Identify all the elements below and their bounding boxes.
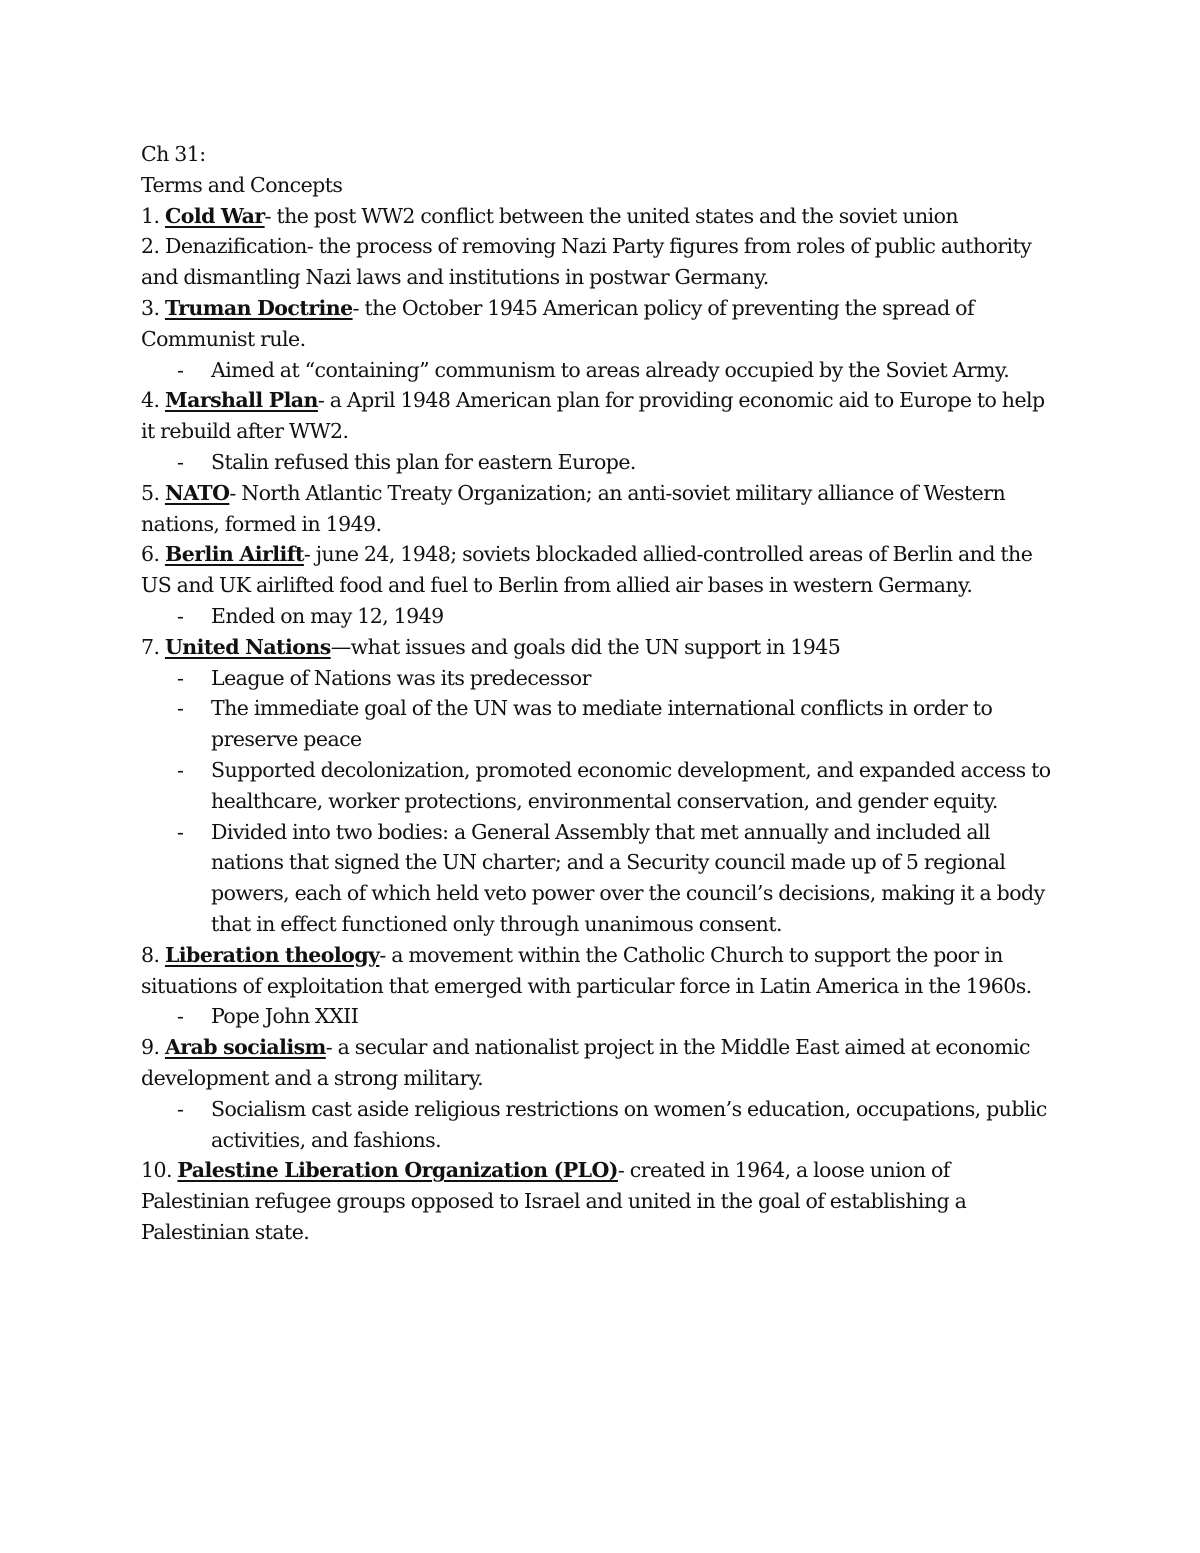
dash-bullet-marker: - <box>177 696 184 721</box>
sub-bullet-text: Ended on may 12, 1949 <box>211 603 444 628</box>
sub-bullet-text: Supported decolonization, promoted economic development, and expanded access to healthcare, worker protections, environmental conservation, and gender equity. <box>211 757 1051 813</box>
term-entry <box>141 478 1061 540</box>
section-heading: Terms and Concepts <box>141 172 343 197</box>
sub-bullet-text: Socialism cast aside religious restrictions on women’s education, occupations, public activities, and fashions. <box>211 1096 1047 1152</box>
term-number: 7. <box>141 634 160 659</box>
sub-bullet <box>141 1001 1061 1032</box>
term-definition: - a movement within the Catholic Church to support the poor in situations of exploitation that emerged with particular force in Latin America in the 1960s. <box>141 942 1032 998</box>
sub-bullet <box>141 355 1061 386</box>
dash-bullet-marker: - <box>177 603 184 628</box>
term-name: Palestine Liberation Organization (PLO) <box>177 1158 618 1183</box>
term-paragraph <box>141 940 1061 1002</box>
term-paragraph <box>141 385 1061 447</box>
term-definition: - created in 1964, a loose union of Palestinian refugee groups opposed to Israel and united in the goal of establishing a Palestinian state. <box>141 1158 967 1244</box>
sub-bullet-text: The immediate goal of the UN was to mediate international conflicts in order to preserve peace <box>211 696 993 752</box>
term-name: United Nations <box>164 634 331 659</box>
term-definition: - North Atlantic Treaty Organization; an anti-soviet military alliance of Western nations, formed in 1949. <box>141 480 1006 536</box>
term-number: 4. <box>141 388 160 413</box>
term-number: 5. <box>141 480 160 505</box>
term-entry <box>141 539 1061 631</box>
sub-bullet <box>141 755 1061 817</box>
dash-bullet-marker: - <box>177 819 184 844</box>
sub-bullet-text: Aimed at “containing” communism to areas already occupied by the Soviet Army. <box>211 357 1010 382</box>
term-entry <box>141 385 1061 477</box>
dash-bullet-marker: - <box>177 357 184 382</box>
term-paragraph <box>141 231 1061 293</box>
term-entry <box>141 940 1061 1032</box>
term-paragraph <box>141 201 1061 232</box>
term-definition: - the October 1945 American policy of preventing the spread of Communist rule. <box>141 295 974 351</box>
dash-bullet-marker: - <box>177 1004 184 1029</box>
sub-bullet <box>141 447 1061 478</box>
term-list <box>141 201 1061 1248</box>
term-paragraph <box>141 293 1061 355</box>
term-entry <box>141 231 1061 293</box>
dash-bullet-marker: - <box>177 1096 184 1121</box>
term-paragraph <box>141 1032 1061 1094</box>
term-number: 2. <box>141 234 160 259</box>
sub-bullet-text: Pope John XXII <box>211 1004 359 1029</box>
term-name: Arab socialism <box>164 1035 326 1060</box>
sub-bullet-text: League of Nations was its predecessor <box>211 665 591 690</box>
sub-bullet-text: Stalin refused this plan for eastern Europe. <box>211 449 636 474</box>
term-name: Liberation theology <box>164 942 380 967</box>
term-number: 9. <box>141 1035 160 1060</box>
sub-bullet <box>141 1094 1061 1156</box>
term-definition: —what issues and goals did the UN support in 1945 <box>330 634 841 659</box>
sub-bullet <box>141 663 1061 694</box>
term-definition: - the post WW2 conflict between the united states and the soviet union <box>264 203 959 228</box>
term-number: 10. <box>141 1158 172 1183</box>
term-number: 8. <box>141 942 160 967</box>
dash-bullet-marker: - <box>177 757 184 782</box>
term-name: Marshall Plan <box>164 388 318 413</box>
document-body <box>141 139 1061 1248</box>
sub-bullet <box>141 601 1061 632</box>
term-paragraph <box>141 539 1061 601</box>
term-number: 3. <box>141 295 160 320</box>
term-number: 6. <box>141 542 160 567</box>
term-paragraph <box>141 478 1061 540</box>
term-name: NATO <box>164 480 230 505</box>
term-number: 1. <box>141 203 160 228</box>
term-entry <box>141 201 1061 232</box>
dash-bullet-marker: - <box>177 449 184 474</box>
term-paragraph <box>141 1155 1061 1247</box>
term-entry <box>141 1155 1061 1247</box>
sub-bullet-text: Divided into two bodies: a General Assembly that met annually and included all nations that signed the UN charter; and a Security council made up of 5 regional powers, each of which held veto power over the council’s decisions, making it a body that in effect functioned only through unanimous consent. <box>211 819 1045 936</box>
term-name: Berlin Airlift <box>164 542 304 567</box>
term-entry <box>141 293 1061 385</box>
term-name: Cold War <box>164 203 265 228</box>
term-entry <box>141 632 1061 940</box>
term-definition: - june 24, 1948; soviets blockaded allied-controlled areas of Berlin and the US and UK airlifted food and fuel to Berlin from allied air bases in western Germany. <box>141 542 1033 598</box>
term-entry <box>141 1032 1061 1155</box>
term-definition: - a April 1948 American plan for providing economic aid to Europe to help it rebuild after WW2. <box>141 388 1045 444</box>
chapter-heading: Ch 31: <box>141 142 206 166</box>
sub-bullet <box>141 817 1061 940</box>
term-definition: Denazification- the process of removing Nazi Party figures from roles of public authority and dismantling Nazi laws and institutions in postwar Germany. <box>141 234 1032 290</box>
term-paragraph <box>141 632 1061 663</box>
term-name: Truman Doctrine <box>164 295 353 320</box>
term-definition: - a secular and nationalist project in the Middle East aimed at economic development and a strong military. <box>141 1035 1030 1090</box>
dash-bullet-marker: - <box>177 665 184 690</box>
sub-bullet <box>141 693 1061 755</box>
